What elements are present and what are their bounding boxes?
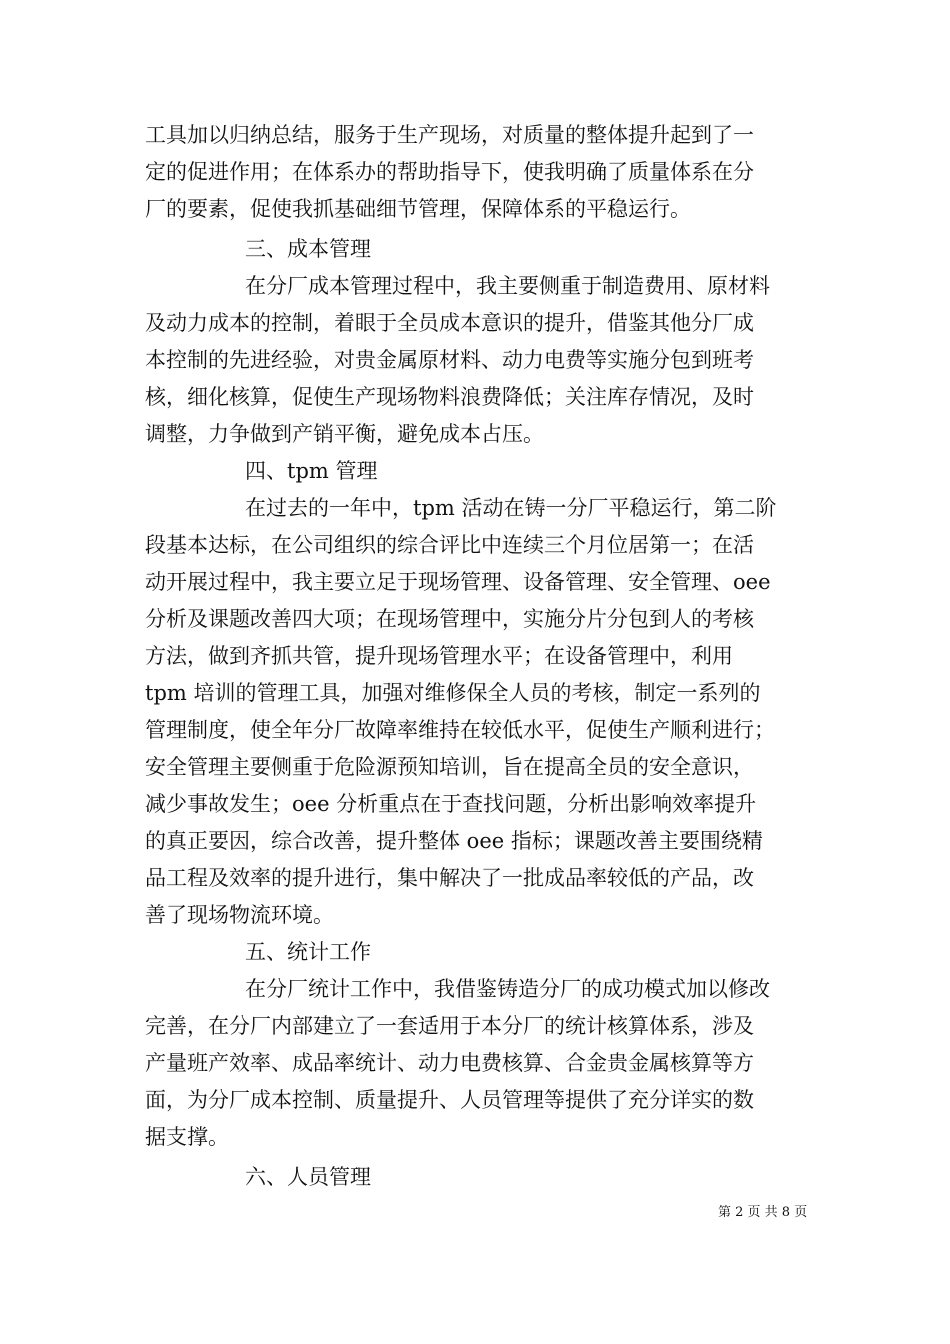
- body-line: 安全管理主要侧重于危险源预知培训，旨在提高全员的安全意识，: [145, 755, 754, 779]
- paragraph-first-line: 在过去的一年中，tpm 活动在铸一分厂平稳运行，第二阶: [245, 496, 777, 520]
- page-number-footer: 第 2 页 共 8 页: [718, 1205, 808, 1220]
- body-line: 本控制的先进经验，对贵金属原材料、动力电费等实施分包到班考: [145, 348, 754, 372]
- body-line: 及动力成本的控制，着眼于全员成本意识的提升，借鉴其他分厂成: [145, 311, 754, 335]
- body-line: 产量班产效率、成品率统计、动力电费核算、合金贵金属核算等方: [145, 1051, 754, 1075]
- body-line: 善了现场物流环境。: [145, 903, 334, 927]
- body-line: 分析及课题改善四大项；在现场管理中，实施分片分包到人的考核: [145, 607, 754, 631]
- body-line: 工具加以归纳总结，服务于生产现场，对质量的整体提升起到了一: [145, 123, 754, 147]
- paragraph-first-line: 在分厂成本管理过程中，我主要侧重于制造费用、原材料: [245, 274, 770, 298]
- body-line: 调整，力争做到产销平衡，避免成本占压。: [145, 422, 544, 446]
- body-line: 面，为分厂成本控制、质量提升、人员管理等提供了充分详实的数: [145, 1088, 754, 1112]
- body-line: 方法，做到齐抓共管，提升现场管理水平；在设备管理中，利用: [145, 644, 733, 668]
- body-line: 据支撑。: [145, 1125, 229, 1149]
- body-line: 动开展过程中，我主要立足于现场管理、设备管理、安全管理、oee: [145, 570, 771, 594]
- body-line: 减少事故发生；oee 分析重点在于查找问题，分析出影响效率提升: [145, 792, 757, 816]
- body-line: 管理制度，使全年分厂故障率维持在较低水平，促使生产顺利进行；: [145, 718, 775, 742]
- section-heading-personnel: 六、人员管理: [245, 1165, 371, 1189]
- body-line: 完善，在分厂内部建立了一套适用于本分厂的统计核算体系，涉及: [145, 1014, 754, 1038]
- section-heading-tpm: 四、tpm 管理: [245, 459, 378, 483]
- body-line: 段基本达标，在公司组织的综合评比中连续三个月位居第一；在活: [145, 533, 754, 557]
- body-line: 的真正要因，综合改善，提升整体 oee 指标；课题改善主要围绕精: [145, 829, 763, 853]
- section-heading-statistics: 五、统计工作: [245, 940, 371, 964]
- paragraph-first-line: 在分厂统计工作中，我借鉴铸造分厂的成功模式加以修改: [245, 977, 770, 1001]
- body-line: 品工程及效率的提升进行，集中解决了一批成品率较低的产品，改: [145, 866, 754, 890]
- body-line: 定的促进作用；在体系办的帮助指导下，使我明确了质量体系在分: [145, 160, 754, 184]
- body-line: tpm 培训的管理工具，加强对维修保全人员的考核，制定一系列的: [145, 681, 761, 705]
- section-heading-cost: 三、成本管理: [245, 237, 371, 261]
- document-body: [145, 117, 825, 1196]
- body-line: 核，细化核算，促使生产现场物料浪费降低；关注库存情况，及时: [145, 385, 754, 409]
- body-line: 厂的要素，促使我抓基础细节管理，保障体系的平稳运行。: [145, 197, 691, 221]
